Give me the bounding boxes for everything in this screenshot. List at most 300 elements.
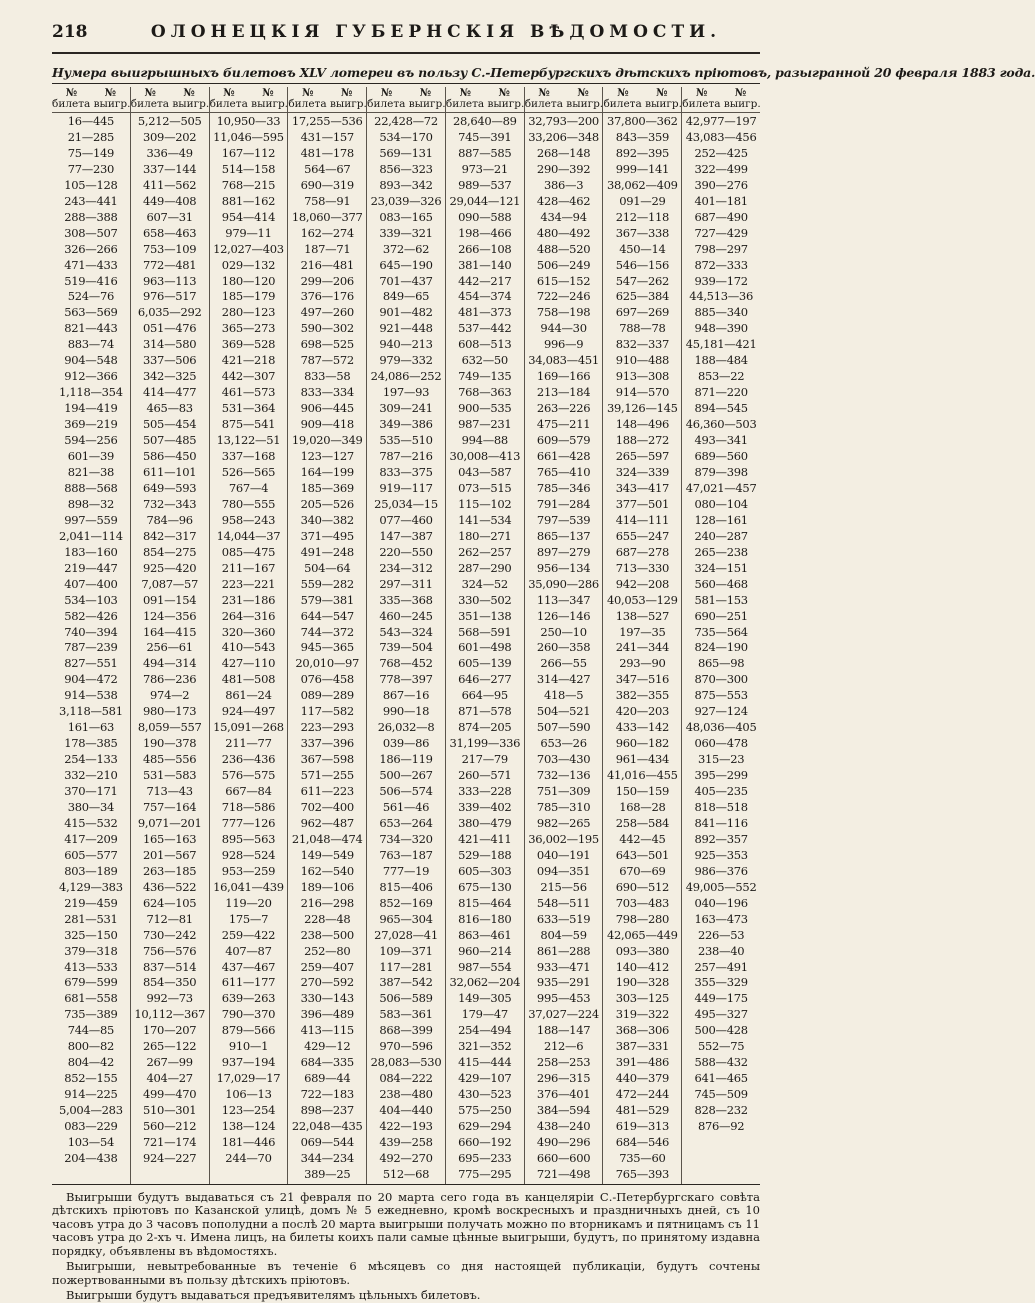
ticket-entry: 204—438	[64, 1150, 118, 1165]
ticket-entry: 259—422	[221, 927, 276, 942]
ticket-entry: 263—226	[536, 401, 591, 416]
ticket-entry: 410—543	[221, 640, 276, 655]
ticket-entry: 909—418	[300, 417, 354, 432]
ticket-entry: 376—176	[300, 289, 354, 304]
ticket-entry: 660—192	[458, 1135, 512, 1149]
ticket-entry: 256—61	[146, 640, 193, 655]
ticket-entry: 906—445	[300, 401, 354, 416]
ticket-entry: 149—305	[458, 991, 512, 1006]
ticket-entry: 744—372	[300, 624, 354, 639]
ticket-entry: 314—427	[536, 672, 591, 687]
ticket-entry: 75—149	[67, 145, 115, 160]
ticket-entry: 23,039—326	[370, 193, 442, 208]
ticket-entry: 238—40	[697, 943, 745, 958]
ticket-entry: 778—397	[379, 672, 433, 687]
ticket-entry: 962—487	[300, 815, 354, 830]
ticket-entry: 653—26	[540, 736, 587, 751]
ticket-entry: 684—546	[615, 1135, 670, 1149]
ticket-entry: 090—588	[458, 209, 512, 224]
ticket-entry: 472—244	[615, 1087, 670, 1102]
ticket-entry: 29,044—121	[449, 193, 521, 208]
ticket-entry: 921—448	[379, 321, 433, 336]
ticket-entry: 788—78	[619, 321, 666, 336]
ticket-entry: 039—86	[382, 736, 430, 751]
ticket-entry: 382—355	[615, 688, 670, 703]
ticket-entry: 953—259	[221, 863, 276, 878]
ticket-entry: 507—590	[536, 720, 591, 735]
ticket-column	[445, 87, 524, 1184]
ticket-entry: 436—522	[143, 879, 197, 894]
ticket-entry: 690—512	[615, 879, 670, 894]
column-header	[603, 87, 681, 113]
ticket-entry: 861—24	[225, 688, 272, 703]
ticket-entry: 739—504	[379, 640, 433, 655]
ticket-entry: 939—172	[694, 273, 748, 288]
ticket-entry: 942—208	[615, 576, 670, 591]
ticket-entry: 852—169	[379, 895, 433, 910]
ticket-entry: 609—579	[536, 433, 591, 448]
ticket-entry: 180—271	[458, 528, 512, 543]
ticket-entry: 379—318	[64, 943, 118, 958]
ticket-entry: 986—376	[694, 863, 748, 878]
ticket-entry: 189—106	[300, 879, 354, 894]
ticket-entry: 510—301	[143, 1103, 197, 1118]
ticket-entry: 756—576	[143, 943, 197, 958]
ticket-entry: 051—476	[143, 321, 197, 336]
ticket-entry: 526—565	[221, 464, 276, 479]
ticket-entry: 925—420	[143, 560, 197, 575]
ticket-entry: 559—282	[300, 576, 354, 591]
ticket-entry: 689—560	[694, 449, 748, 464]
ticket-entry: 854—350	[143, 975, 197, 990]
ticket-entry: 735—389	[64, 1007, 118, 1022]
ticket-entry: 995—453	[536, 991, 591, 1006]
ticket-entry: 384—594	[536, 1103, 591, 1118]
ticket-entry: 973—21	[461, 161, 508, 176]
ticket-entry: 745—391	[458, 129, 512, 144]
ticket-entry: 590—302	[300, 321, 354, 336]
ticket-entry: 326—266	[64, 241, 118, 256]
ticket-entry: 069—544	[300, 1135, 354, 1149]
ticket-entry: 427—110	[221, 656, 276, 671]
ticket-entry: 804—42	[67, 1055, 115, 1070]
ticket-entry: 083—165	[379, 209, 433, 224]
column-header	[682, 87, 760, 113]
ticket-entry: 387—542	[379, 975, 433, 990]
ticket-entry: 241—344	[615, 640, 670, 655]
ticket-entry: 170—207	[143, 1023, 197, 1038]
ticket-entry: 751—309	[536, 784, 591, 799]
ticket-entry: 254—133	[64, 752, 118, 767]
ticket-entry: 34,083—451	[528, 353, 599, 368]
ticket-entry: 913—308	[615, 369, 670, 384]
ticket-entry: 386—3	[543, 177, 584, 192]
ticket-entry: 380—34	[67, 799, 115, 814]
ticket-entry: 495—327	[694, 1007, 748, 1022]
ticket-entry: 871—578	[458, 704, 512, 719]
ticket-entry: 244—70	[225, 1150, 272, 1165]
ticket-entry: 524—76	[67, 289, 115, 304]
ticket-entry: 417—209	[64, 831, 118, 846]
ticket-entry: 914—570	[615, 385, 670, 400]
ticket-entry: 504—521	[536, 704, 591, 719]
ticket-entry: 871—220	[694, 385, 748, 400]
ticket-entry: 351—138	[458, 608, 512, 623]
ticket-entry: 262—257	[458, 544, 512, 559]
ticket-entry: 9,071—201	[137, 815, 202, 830]
ticket-entry: 429—107	[458, 1071, 512, 1086]
ticket-entry: 605—139	[458, 656, 512, 671]
ticket-entry: 217—79	[461, 752, 508, 767]
ticket-entry: 777—126	[221, 815, 276, 830]
ticket-entry: 188—484	[694, 353, 748, 368]
ticket-entry: 900—535	[458, 401, 512, 416]
ticket-entry: 16—445	[67, 114, 115, 128]
ticket-entry: 240—287	[694, 528, 748, 543]
ticket-entry: 381—140	[458, 257, 512, 272]
ticket-entry: 552—75	[697, 1039, 745, 1054]
number-mark: №	[577, 87, 589, 99]
ticket-entry: 31,199—336	[449, 736, 521, 751]
ticket-entry: 713—43	[146, 784, 193, 799]
ticket-entry: 449—175	[694, 991, 748, 1006]
ticket-entry: 979—332	[379, 353, 433, 368]
ticket-entry: 997—559	[64, 512, 118, 527]
column-header	[210, 87, 288, 113]
ticket-entry: 324—151	[694, 560, 748, 575]
column-header	[131, 87, 209, 113]
ticket-entry: 076—458	[300, 672, 354, 687]
ticket-entry: 324—52	[461, 576, 508, 591]
ticket-entry: 178—385	[64, 736, 118, 751]
ticket-entry: 39,126—145	[607, 401, 678, 416]
ticket-entry: 450—14	[619, 241, 666, 256]
ticket-entry: 987—554	[458, 959, 512, 974]
ticket-entry: 404—27	[146, 1071, 193, 1086]
ticket-entry: 332—210	[64, 768, 118, 783]
ticket-entry: 390—276	[694, 177, 748, 192]
ticket-entry: 658—463	[143, 225, 197, 240]
ticket-entry: 415—532	[64, 815, 118, 830]
ticket-entry: 28,640—89	[452, 114, 517, 128]
ticket-entry: 615—152	[536, 273, 591, 288]
ticket-entry: 914—225	[64, 1087, 118, 1102]
ticket-entry: 992—73	[146, 991, 193, 1006]
ticket-entry: 201—567	[143, 847, 197, 862]
ticket-entry: 168—28	[619, 799, 666, 814]
ticket-entry: 785—310	[536, 799, 591, 814]
ticket-entry: 576—575	[221, 768, 276, 783]
ticket-entry: 954—414	[221, 209, 276, 224]
ticket-entry: 644—547	[300, 608, 354, 623]
ticket-entry: 103—54	[67, 1135, 115, 1149]
ticket-entry: 646—277	[458, 672, 512, 687]
ticket-entry: 480—492	[536, 225, 591, 240]
ticket-entry: 211—77	[225, 736, 272, 751]
ticket-entry: 875—553	[694, 688, 748, 703]
ticket-entry: 395—299	[694, 768, 748, 783]
ticket-entry: 164—415	[143, 624, 197, 639]
column-subtitle: билета выигр.	[209, 98, 288, 110]
ticket-entry: 25,034—15	[374, 496, 438, 511]
ticket-entry: 414—111	[615, 512, 670, 527]
ticket-entry: 529—188	[458, 847, 512, 862]
ticket-entry: 434—94	[540, 209, 587, 224]
ticket-column	[52, 87, 130, 1184]
ticket-entry: 914—538	[64, 688, 118, 703]
ticket-entry: 4,129—383	[59, 879, 123, 894]
ticket-entry: 865—137	[536, 528, 591, 543]
ticket-entry: 815—464	[458, 895, 512, 910]
ticket-entry: 534—103	[64, 592, 118, 607]
ticket-entry: 607—31	[146, 209, 193, 224]
ticket-entry: 910—1	[228, 1039, 269, 1054]
ticket-entry: 190—328	[615, 975, 670, 990]
number-mark: №	[734, 87, 747, 99]
ticket-entry: 875—541	[221, 417, 276, 432]
number-mark: №	[104, 87, 117, 99]
ticket-entry: 655—247	[615, 528, 670, 543]
ticket-entry: 531—583	[143, 768, 197, 783]
ticket-entry: 180—120	[221, 273, 276, 288]
ticket-entry: 188—272	[615, 433, 670, 448]
ticket-entry: 77—230	[67, 161, 115, 176]
ticket-entry: 546—156	[615, 257, 670, 272]
ticket-entry: 337—168	[221, 449, 276, 464]
ticket-entry: 999—141	[615, 161, 670, 176]
ticket-entry: 681—558	[64, 991, 118, 1006]
ticket-entry: 27,028—41	[374, 927, 438, 942]
ticket-entry: 684—335	[300, 1055, 354, 1070]
ticket-entry: 667—84	[225, 784, 272, 799]
ticket-entry: 874—205	[458, 720, 512, 735]
ticket-entry: 13,122—51	[216, 433, 281, 448]
ticket-entry: 141—534	[458, 512, 512, 527]
ticket-entry: 982—265	[536, 815, 591, 830]
ticket-entry: 287—290	[458, 560, 512, 575]
ticket-entry: 624—105	[143, 895, 197, 910]
column-subtitle: билета выигр.	[130, 98, 210, 110]
ticket-entry: 785—346	[536, 480, 591, 495]
ticket-entry: 758—91	[304, 193, 351, 208]
ticket-entry: 976—517	[143, 289, 197, 304]
ticket-entry: 488—520	[536, 241, 591, 256]
ticket-entry: 879—398	[694, 464, 748, 479]
ticket-entry: 925—353	[694, 847, 748, 862]
ticket-entry: 35,090—286	[528, 576, 599, 591]
lottery-table-title: Нумера выигрышныхъ билетовъ XLV лотереи въ пользу С.-Петербургскихъ дѣтскихъ пріютовъ, разыгранной 20 февраля 1883 года.	[52, 65, 760, 84]
ticket-entry: 643—501	[615, 847, 670, 862]
ticket-entry: 254—494	[458, 1023, 512, 1038]
ticket-entry: 611—177	[221, 975, 276, 990]
ticket-entry: 117—281	[379, 959, 433, 974]
ticket-entry: 703—483	[615, 895, 670, 910]
ticket-entry: 337—396	[300, 736, 354, 751]
ticket-entry: 167—112	[221, 145, 276, 160]
ticket-entry: 506—574	[379, 784, 433, 799]
ticket-entry: 190—378	[143, 736, 197, 751]
ticket-entry: 228—48	[304, 911, 351, 926]
ticket-entry: 586—450	[143, 449, 197, 464]
ticket-entry: 440—379	[615, 1071, 670, 1086]
number-mark: №	[419, 87, 432, 99]
ticket-entry: 370—171	[64, 784, 118, 799]
ticket-entry: 740—394	[64, 624, 118, 639]
ticket-entry: 060—478	[694, 736, 748, 751]
ticket-entry: 561—46	[382, 799, 430, 814]
ticket-entry: 990—18	[382, 704, 430, 719]
ticket-column	[366, 87, 445, 1184]
ticket-entry: 21—285	[67, 129, 115, 144]
ticket-entry: 293—90	[619, 656, 666, 671]
ticket-entry: 928—524	[221, 847, 276, 862]
ticket-entry: 32,062—204	[449, 975, 521, 990]
ticket-entry: 40,053—129	[607, 592, 678, 607]
number-mark: №	[340, 87, 353, 99]
ticket-entry: 029—132	[221, 257, 276, 272]
ticket-entry: 924—227	[143, 1150, 197, 1165]
number-mark: №	[459, 87, 472, 99]
ticket-entry: 11,046—595	[213, 129, 284, 144]
ticket-entry: 188—147	[536, 1023, 591, 1038]
ticket-entry: 48,036—405	[685, 720, 757, 735]
ticket-entry: 113—347	[536, 592, 591, 607]
ticket-entry: 958—243	[221, 512, 276, 527]
ticket-entry: 833—375	[379, 464, 433, 479]
ticket-entry: 413—115	[300, 1023, 354, 1038]
ticket-entry: 215—56	[540, 879, 587, 894]
ticket-entry: 974—2	[150, 688, 190, 703]
ticket-entry: 989—537	[458, 177, 512, 192]
ticket-entry: 322—499	[694, 161, 748, 176]
ticket-entry: 881—162	[221, 193, 276, 208]
ticket-entry: 12,027—403	[213, 241, 284, 256]
ticket-entry: 767—4	[228, 480, 269, 495]
ticket-entry: 105—128	[64, 177, 118, 192]
ticket-entry: 965—304	[379, 911, 433, 926]
ticket-entry: 883—74	[67, 337, 115, 352]
ticket-entry: 377—501	[615, 496, 670, 511]
ticket-entry: 080—104	[694, 496, 748, 511]
ticket-entry: 220—550	[379, 544, 433, 559]
ticket-entry: 690—319	[300, 177, 354, 192]
ticket-entry: 257—491	[694, 959, 748, 974]
ticket-entry: 493—341	[694, 433, 748, 448]
ticket-entry: 449—408	[143, 193, 197, 208]
ticket-entry: 777—19	[382, 863, 430, 878]
ticket-entry: 266—108	[458, 241, 512, 256]
ticket-entry: 369—528	[221, 337, 276, 352]
ticket-entry: 732—343	[143, 496, 197, 511]
ticket-entry: 749—135	[458, 369, 512, 384]
ticket-entry: 732—136	[536, 768, 591, 783]
ticket-entry: 780—555	[221, 496, 276, 511]
ticket-entry: 784—96	[146, 512, 193, 527]
ticket-entry: 787—216	[379, 449, 433, 464]
ticket-entry: 179—47	[461, 1007, 508, 1022]
ticket-entry: 653—264	[379, 815, 433, 830]
ticket-entry: 342—325	[143, 369, 197, 384]
number-mark: №	[302, 87, 314, 99]
ticket-entry: 49,005—552	[685, 879, 757, 894]
ticket-entry: 698—525	[300, 337, 354, 352]
ticket-entry: 535—510	[379, 433, 433, 448]
ticket-entry: 330—502	[458, 592, 512, 607]
ticket-entry: 772—481	[143, 257, 197, 272]
ticket-entry: 687—278	[615, 544, 670, 559]
ticket-entry: 16,041—439	[213, 879, 284, 894]
ticket-entry: 161—63	[67, 720, 115, 735]
ticket-entry: 861—288	[536, 943, 591, 958]
ticket-entry: 824—190	[694, 640, 748, 655]
ticket-entry: 183—160	[64, 544, 118, 559]
ticket-entry: 833—58	[304, 369, 351, 384]
ticket-entry: 919—117	[379, 480, 433, 495]
ticket-entry: 164—199	[300, 464, 354, 479]
ticket-entry: 800—82	[67, 1039, 115, 1054]
column-subtitle: билета выигр.	[288, 98, 367, 110]
ticket-entry: 252—80	[304, 943, 351, 958]
ticket-entry: 396—489	[300, 1007, 354, 1022]
ticket-entry: 309—241	[379, 401, 433, 416]
ticket-entry: 148—496	[615, 417, 670, 432]
ticket-entry: 893—342	[379, 177, 433, 192]
ticket-entry: 987—231	[458, 417, 512, 432]
ticket-entry: 790—370	[221, 1007, 276, 1022]
ticket-entry: 387—331	[615, 1039, 670, 1054]
number-mark: №	[262, 87, 274, 99]
ticket-entry: 094—351	[536, 863, 591, 878]
ticket-entry: 833—334	[300, 385, 354, 400]
ticket-entry: 089—289	[300, 688, 354, 703]
ticket-entry: 44,513—36	[689, 289, 753, 304]
ticket-entry: 611—101	[143, 464, 197, 479]
ticket-entry: 442—217	[458, 273, 512, 288]
ticket-entry: 531—364	[221, 401, 276, 416]
ticket-entry: 786—236	[143, 672, 197, 687]
ticket-entry: 876—92	[697, 1119, 745, 1134]
ticket-entry: 194—419	[64, 401, 118, 416]
ticket-entry: 753—109	[143, 241, 197, 256]
ticket-entry: 281—531	[64, 911, 118, 926]
ticket-entry: 980—173	[143, 704, 197, 719]
ticket-entry: 897—279	[536, 544, 591, 559]
ticket-entry: 223—293	[300, 720, 354, 735]
ticket-entry: 898—237	[300, 1103, 354, 1118]
ticket-entry: 123—254	[221, 1103, 276, 1118]
ticket-entry: 895—563	[221, 831, 276, 846]
ticket-entry: 569—131	[379, 145, 433, 160]
ticket-entry: 212—6	[543, 1039, 584, 1054]
ticket-entry: 077—460	[379, 512, 433, 527]
number-mark: №	[498, 87, 510, 99]
ticket-entry: 815—406	[379, 879, 433, 894]
ticket-entry: 389—25	[304, 1166, 351, 1181]
ticket-entry: 633—519	[536, 911, 591, 926]
number-mark: №	[183, 87, 195, 99]
ticket-entry: 514—158	[221, 161, 276, 176]
ticket-entry: 765—410	[536, 464, 591, 479]
ticket-entry: 744—85	[67, 1023, 115, 1038]
ticket-entry: 563—569	[64, 305, 118, 320]
ticket-entry: 325—150	[64, 927, 118, 942]
ticket-entry: 45,181—421	[685, 337, 757, 352]
ticket-entry: 904—472	[64, 672, 118, 687]
ticket-entry: 868—399	[379, 1023, 433, 1038]
ticket-entry: 091—154	[143, 592, 197, 607]
ticket-entry: 730—242	[143, 927, 197, 942]
ticket-entry: 333—228	[458, 784, 512, 799]
